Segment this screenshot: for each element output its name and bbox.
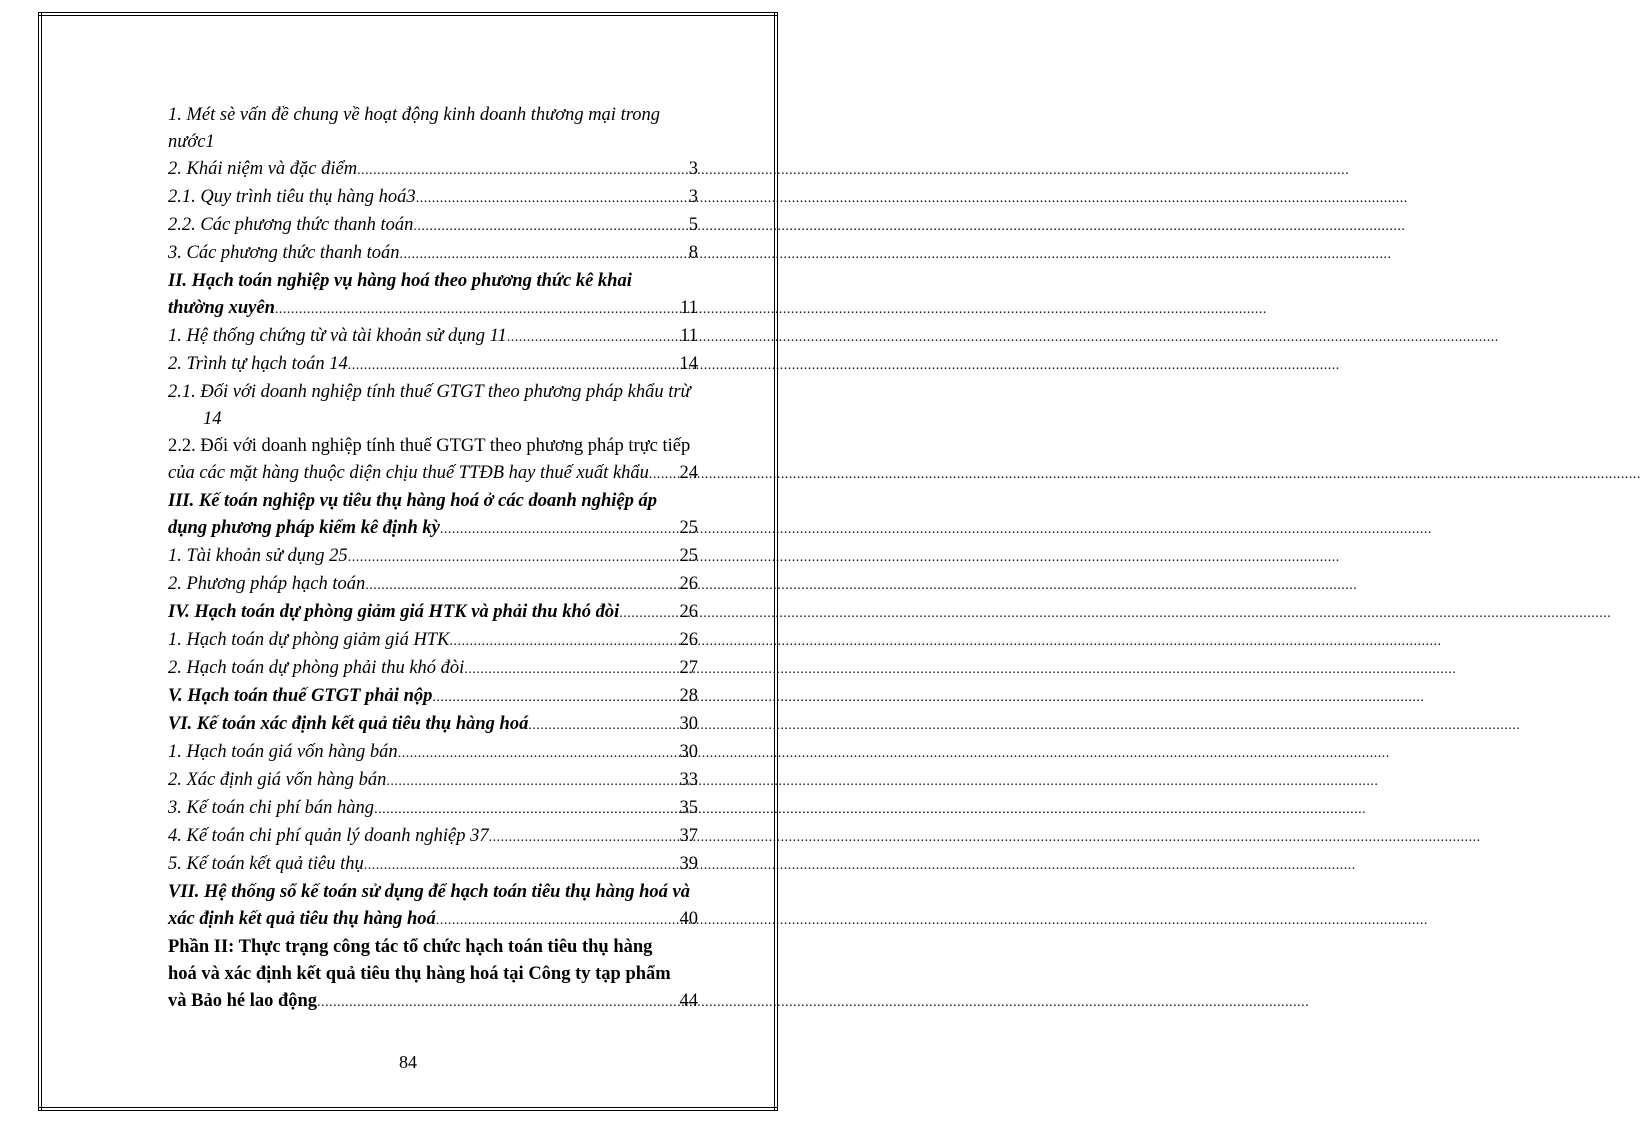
toc-page-number: 39 (679, 854, 698, 874)
toc-label: 1. Hệ thống chứng từ và tài khoản sử dụng 11 (168, 326, 507, 346)
toc-label: 2. Trình tự hạch toán 14 (168, 354, 348, 374)
toc-page-number: 35 (679, 798, 698, 818)
toc-entry-vi-5[interactable] (168, 851, 698, 879)
toc-text: nước1 (168, 132, 215, 152)
dot-leader (317, 988, 679, 1016)
toc-entry-section-v[interactable] (168, 683, 698, 711)
toc-entry-iii-1[interactable] (168, 543, 698, 571)
toc-label: 1. Tài khoản sử dụng 25 (168, 546, 348, 566)
toc-page-number: 14 (203, 409, 222, 429)
toc-page-number: 5 (688, 215, 698, 235)
toc-label: 2. Phương pháp hạch toán (168, 574, 366, 594)
dot-leader (649, 460, 680, 488)
dot-leader (619, 599, 679, 627)
toc-label: 3. Các phương thức thanh toán (168, 243, 400, 263)
toc-page-number: 3 (688, 187, 698, 207)
toc-entry-section-iv[interactable] (168, 599, 698, 627)
page-border-left (38, 12, 42, 1111)
toc-page-number: 30 (679, 714, 698, 734)
toc-entry-vi-2[interactable] (168, 767, 698, 795)
dot-leader (436, 906, 680, 934)
page-border-top (38, 12, 778, 16)
toc-label: 1. Hạch toán dự phòng giảm giá HTK (168, 630, 450, 650)
toc-entry-section-vii[interactable] (168, 879, 698, 934)
dot-leader (528, 711, 679, 739)
dot-leader (275, 295, 680, 323)
toc-page-number: 33 (679, 770, 698, 790)
toc-entry-vi-3[interactable] (168, 795, 698, 823)
toc-page-number: 24 (679, 463, 698, 483)
toc-page-number: 11 (680, 326, 698, 346)
toc-label: IV. Hạch toán dự phòng giảm giá HTK và phải thu khó đòi (168, 602, 620, 622)
toc-text: 2.2. Đối với doanh nghiệp tính thuế GTGT theo phương pháp trực tiếp (168, 436, 691, 456)
toc-page-number: 26 (679, 574, 698, 594)
dot-leader (464, 655, 679, 683)
toc-page-number: 8 (688, 243, 698, 263)
toc-page-number: 26 (679, 602, 698, 622)
toc-page-number: 30 (679, 742, 698, 762)
dot-leader (365, 571, 679, 599)
dot-leader (398, 739, 680, 767)
toc-entry-3[interactable] (168, 240, 698, 268)
toc-entry-1-1[interactable] (168, 102, 698, 156)
toc-entry-section-iii[interactable] (168, 488, 698, 543)
toc-entry-2[interactable] (168, 156, 698, 184)
toc-text: 1. Mét sè vấn đề chung về hoạt động kinh doanh thương mại trong (168, 105, 660, 125)
toc-text: II. Hạch toán nghiệp vụ hàng hoá theo phương thức kê khai (168, 271, 632, 291)
toc-page-number: 37 (679, 826, 698, 846)
toc-entry-2-1[interactable] (168, 184, 698, 212)
toc-entry-ii-1[interactable] (168, 323, 698, 351)
toc-entry-iv-1[interactable] (168, 627, 698, 655)
toc-label: và Bảo hé lao động (168, 991, 318, 1011)
dot-leader (400, 240, 689, 268)
toc-label: thường xuyên (168, 298, 275, 318)
toc-label: 2. Khái niệm và đặc điểm (168, 159, 358, 179)
toc-label: 2. Hạch toán dự phòng phải thu khó đòi (168, 658, 465, 678)
toc-page-number: 26 (679, 630, 698, 650)
toc-entry-iv-2[interactable] (168, 655, 698, 683)
toc-label: 4. Kế toán chi phí quản lý doanh nghiệp 37 (168, 826, 489, 846)
toc-entry-section-vi[interactable] (168, 711, 698, 739)
toc-label: 5. Kế toán kết quả tiêu thụ (168, 854, 364, 874)
toc-entry-ii-2-2[interactable] (168, 433, 698, 488)
toc-label: xác định kết quả tiêu thụ hàng hoá (168, 909, 436, 929)
toc-label: VI. Kế toán xác định kết quả tiêu thụ hàng hoá (168, 714, 529, 734)
dot-leader (357, 156, 689, 184)
toc-page-number: 25 (679, 546, 698, 566)
toc-page-number: 27 (679, 658, 698, 678)
toc-page-number: 40 (679, 909, 698, 929)
dot-leader (449, 627, 679, 655)
dot-leader (440, 515, 680, 543)
toc-label: 2. Xác định giá vốn hàng bán (168, 770, 387, 790)
toc-text: 2.1. Đối với doanh nghiệp tính thuế GTGT theo phương pháp khẩu trừ (168, 382, 691, 402)
toc-text: Phần II: Thực trạng công tác tổ chức hạch toán tiêu thụ hàng (168, 937, 653, 957)
toc-page-number: 44 (679, 991, 698, 1011)
toc-text: hoá và xác định kết quả tiêu thụ hàng hoá tại Công ty tạp phẩm (168, 964, 671, 984)
toc-label: 3. Kế toán chi phí bán hàng (168, 798, 375, 818)
dot-leader (432, 683, 679, 711)
toc-entry-section-ii[interactable] (168, 268, 698, 323)
dot-leader (507, 323, 680, 351)
toc-entry-iii-2[interactable] (168, 571, 698, 599)
dot-leader (374, 795, 679, 823)
toc-page-number: 25 (679, 518, 698, 538)
toc-entry-part-ii[interactable] (168, 934, 698, 1016)
dot-leader (364, 851, 680, 879)
toc-label: của các mặt hàng thuộc diện chịu thuế TTĐB hay thuế xuất khẩu (168, 463, 649, 483)
toc-page-number: 3 (688, 159, 698, 179)
toc-entry-vi-4[interactable] (168, 823, 698, 851)
dot-leader (348, 543, 680, 571)
toc-label: V. Hạch toán thuế GTGT phải nộp (168, 686, 433, 706)
toc-entry-2-2[interactable] (168, 212, 698, 240)
dot-leader (386, 767, 679, 795)
toc-text: VII. Hệ thống sổ kế toán sử dụng để hạch toán tiêu thụ hàng hoá và (168, 882, 691, 902)
page-number: 84 (399, 1052, 417, 1072)
toc-label: dụng phương pháp kiểm kê định kỳ (168, 518, 440, 538)
toc-page-number: 11 (680, 298, 698, 318)
toc-entry-vi-1[interactable] (168, 739, 698, 767)
dot-leader (416, 184, 689, 212)
dot-leader (413, 212, 688, 240)
table-of-contents (168, 102, 698, 1016)
toc-entry-ii-2-1[interactable] (168, 379, 698, 433)
toc-page-number: 14 (679, 354, 698, 374)
toc-text: III. Kế toán nghiệp vụ tiêu thụ hàng hoá ở các doanh nghiệp áp (168, 491, 657, 511)
toc-page-number: 28 (679, 686, 698, 706)
toc-label: 2.2. Các phương thức thanh toán (168, 215, 414, 235)
toc-label: 1. Hạch toán giá vốn hàng bán (168, 742, 398, 762)
page-border-bottom (38, 1107, 778, 1111)
dot-leader (348, 351, 680, 379)
dot-leader (489, 823, 680, 851)
toc-entry-ii-2[interactable] (168, 351, 698, 379)
toc-label: 2.1. Quy trình tiêu thụ hàng hoá3 (168, 187, 416, 207)
